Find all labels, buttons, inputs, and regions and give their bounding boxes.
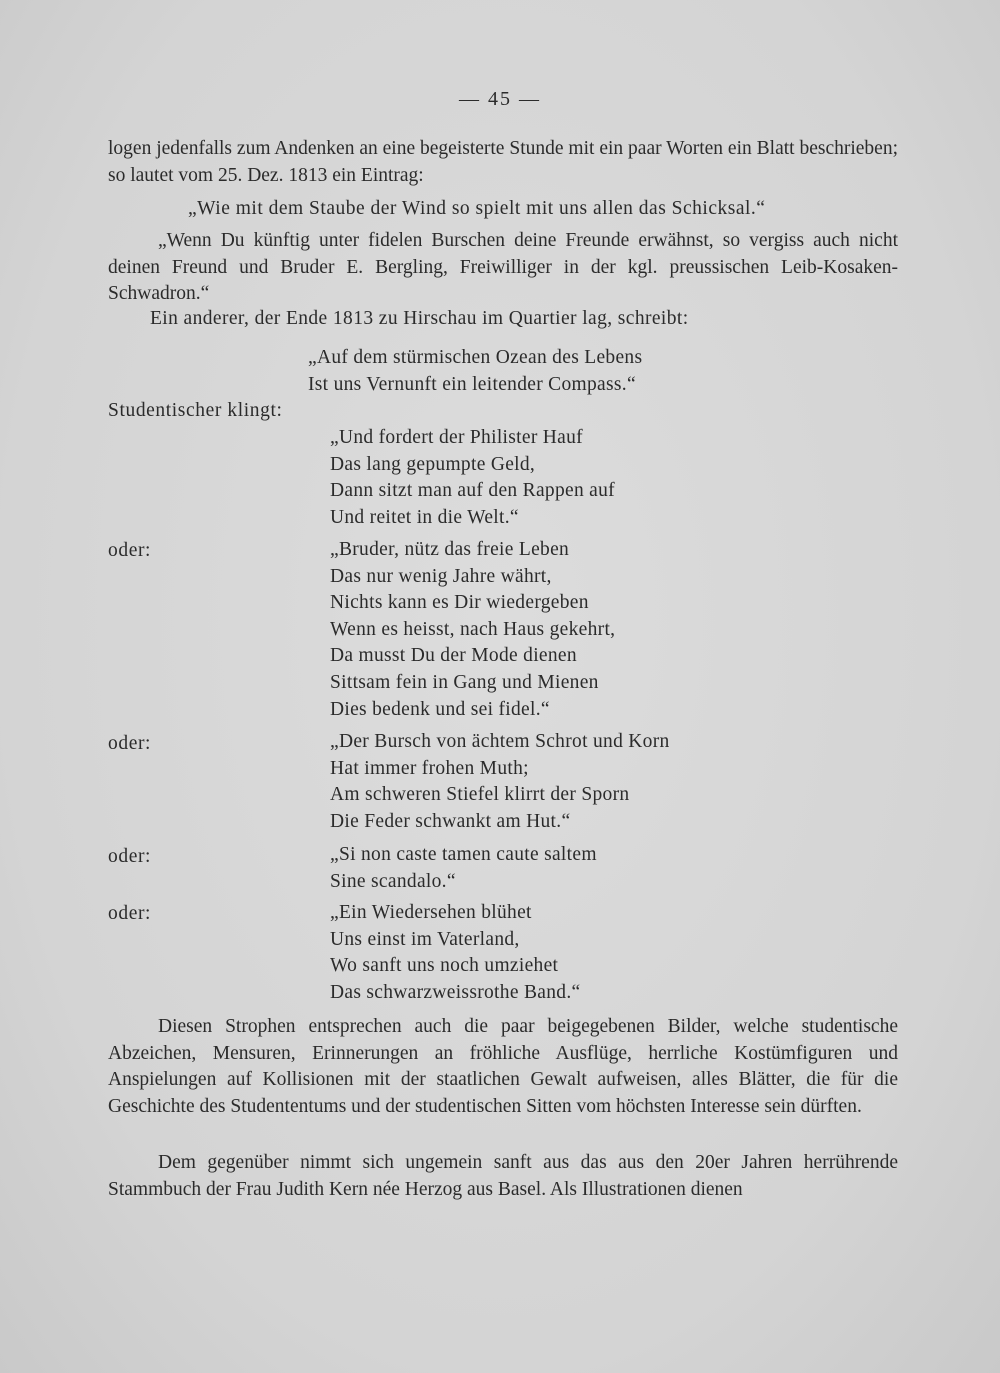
verse-6 bbox=[330, 900, 580, 1006]
label-studentischer: Studentischer klingt: bbox=[108, 400, 283, 421]
quote-1: „Wie mit dem Staube der Wind so spielt mit uns allen das Schicksal.“ bbox=[188, 198, 766, 219]
label-oder-4: oder: bbox=[108, 903, 152, 924]
verse-line: Am schweren Stiefel klirrt der Sporn bbox=[330, 784, 630, 806]
paragraph-5: Dem gegenüber nimmt sich ungemein sanft aus das aus den 20er Jahren herrührende Stammbuch der Frau Judith Kern née Herzog aus Basel. Als Illustrationen dienen bbox=[108, 1152, 898, 1200]
label-oder-2: oder: bbox=[108, 733, 152, 754]
verse-line: Wo sanft uns noch umziehet bbox=[330, 955, 559, 977]
label-oder-3: oder: bbox=[108, 846, 152, 867]
verse-line: „Und fordert der Philister Hauf bbox=[330, 427, 583, 448]
verse-4 bbox=[330, 729, 670, 835]
label-oder-1: oder: bbox=[108, 540, 152, 561]
verse-2 bbox=[330, 425, 615, 531]
verse-line: Uns einst im Vaterland, bbox=[330, 928, 520, 950]
page-number: — 45 — bbox=[459, 88, 541, 110]
verse-line: „Ein Wiedersehen blühet bbox=[330, 902, 532, 923]
verse-line: Ist uns Vernunft ein leitender Compass.“ bbox=[308, 373, 636, 395]
verse-line: „Si non caste tamen caute saltem bbox=[330, 844, 597, 865]
verse-line: Hat immer frohen Muth; bbox=[330, 757, 529, 779]
verse-line: Nichts kann es Dir wiedergeben bbox=[330, 592, 589, 614]
verse-line: Sine scandalo.“ bbox=[330, 870, 456, 892]
verse-line: „Der Bursch von ächtem Schrot und Korn bbox=[330, 731, 670, 752]
verse-line: Und reitet in die Welt.“ bbox=[330, 506, 519, 528]
verse-line: Dann sitzt man auf den Rappen auf bbox=[330, 480, 615, 502]
paragraph-1: logen jedenfalls zum Andenken an eine begeisterte Stunde mit ein paar Worten ein Blatt beschrieben; so lautet vom 25. Dez. 1813 ein Eintrag: bbox=[108, 138, 898, 186]
verse-line: Dies bedenk und sei fidel.“ bbox=[330, 698, 550, 720]
verse-line: Das lang gepumpte Geld, bbox=[330, 453, 536, 475]
verse-line: Sittsam fein in Gang und Mienen bbox=[330, 671, 599, 693]
verse-5 bbox=[330, 842, 597, 895]
paragraph-3: Ein anderer, der Ende 1813 zu Hirschau im Quartier lag, schreibt: bbox=[150, 308, 689, 329]
verse-1 bbox=[308, 345, 642, 398]
verse-line: „Bruder, nütz das freie Leben bbox=[330, 539, 570, 560]
verse-line: Das nur wenig Jahre währt, bbox=[330, 565, 552, 587]
verse-line: Da musst Du der Mode dienen bbox=[330, 645, 577, 667]
verse-line: Wenn es heisst, nach Haus gekehrt, bbox=[330, 618, 616, 640]
paragraph-2: „Wenn Du künftig unter fidelen Burschen deine Freunde erwähnst, so vergiss auch nicht deinen Freund und Bruder E. Bergling, Freiwilliger in der kgl. preussischen Leib-Kosaken-Schwadron.“ bbox=[108, 230, 898, 304]
verse-3 bbox=[330, 537, 615, 723]
verse-line: „Auf dem stürmischen Ozean des Lebens bbox=[308, 347, 643, 368]
verse-line: Das schwarzweissrothe Band.“ bbox=[330, 981, 581, 1003]
verse-line: Die Feder schwankt am Hut.“ bbox=[330, 810, 571, 832]
paragraph-4: Diesen Strophen entsprechen auch die paar beigegebenen Bilder, welche studentische Abzeichen, Mensuren, Erinnerungen an fröhliche Ausflüge, herrliche Kostümfiguren und Anspielungen auf Kollisionen mit der staatlichen Gewalt aufweisen, alles Blätter, die für die Geschichte des Studententums und der studentischen Sitten vom höchsten Interesse sein dürften. bbox=[108, 1016, 898, 1117]
